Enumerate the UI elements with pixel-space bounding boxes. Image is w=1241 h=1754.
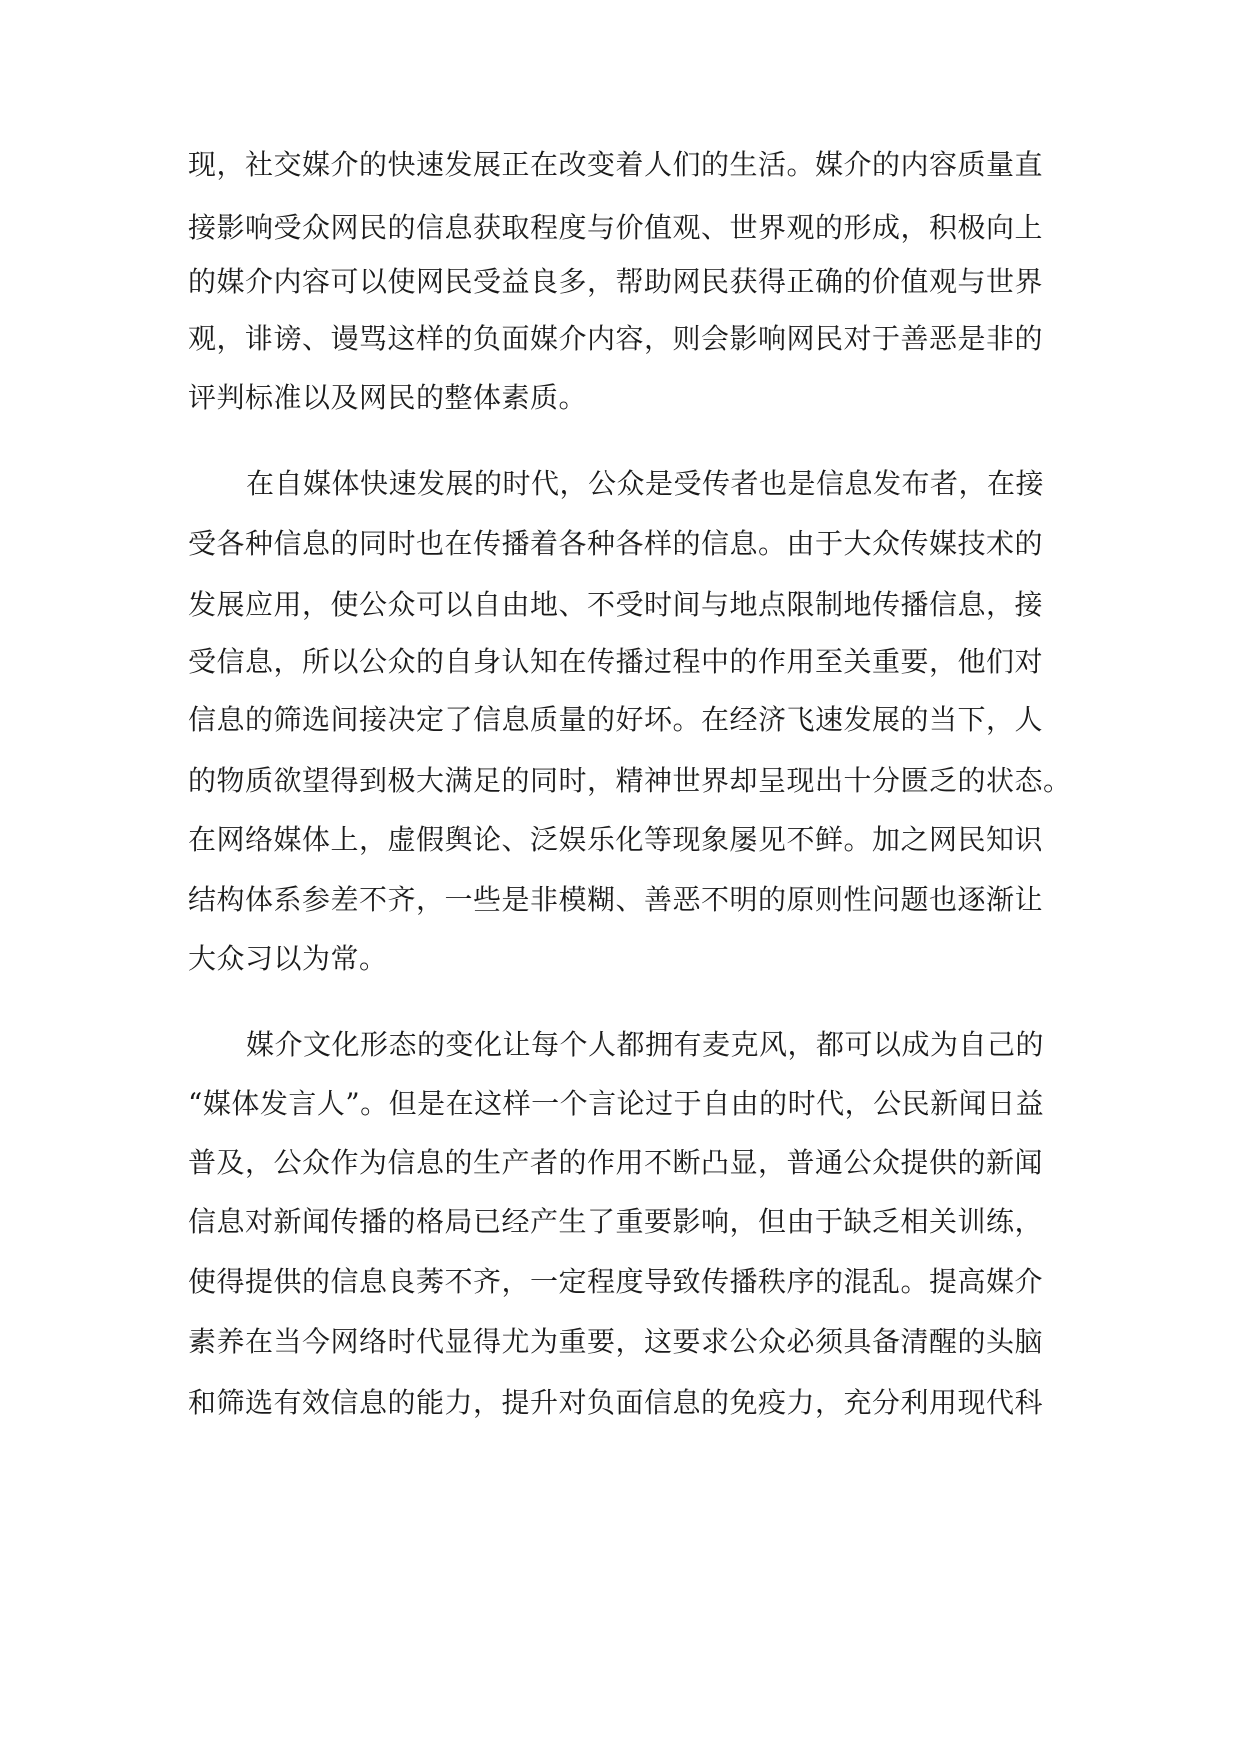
paragraph-3-line-1: 媒介文化形态的变化让每个人都拥有麦克风，都可以成为自己的 <box>246 1028 1045 1061</box>
paragraph-2-line-5: 信息的筛选间接决定了信息质量的好坏。在经济飞速发展的当下，人 <box>188 703 1044 736</box>
paragraph-3-line-2: “媒体发言人”。但是在这样一个言论过于自由的时代，公民新闻日益 <box>188 1087 1045 1120</box>
paragraph-2-line-3: 发展应用，使公众可以自由地、不受时间与地点限制地传播信息，接 <box>188 588 1044 621</box>
paragraph-3-line-6: 素养在当今网络时代显得尤为重要，这要求公众必须具备清醒的头脑 <box>188 1325 1044 1358</box>
paragraph-2-line-7: 在网络媒体上，虚假舆论、泛娱乐化等现象屡见不鲜。加之网民知识 <box>188 823 1044 856</box>
paragraph-3-line-5: 使得提供的信息良莠不齐，一定程度导致传播秩序的混乱。提高媒介 <box>188 1265 1044 1298</box>
paragraph-2-line-4: 受信息，所以公众的自身认知在传播过程中的作用至关重要，他们对 <box>188 645 1044 678</box>
paragraph-2-line-1: 在自媒体快速发展的时代，公众是受传者也是信息发布者，在接 <box>246 467 1045 500</box>
paragraph-2-line-6: 的物质欲望得到极大满足的同时，精神世界却呈现出十分匮乏的状态。 <box>188 764 1072 797</box>
paragraph-2-line-9: 大众习以为常。 <box>188 942 388 975</box>
paragraph-2-line-8: 结构体系参差不齐，一些是非模糊、善恶不明的原则性问题也逐渐让 <box>188 883 1044 916</box>
paragraph-1-line-3: 的媒介内容可以使网民受益良多，帮助网民获得正确的价值观与世界 <box>188 265 1044 298</box>
paragraph-3-line-4: 信息对新闻传播的格局已经产生了重要影响，但由于缺乏相关训练， <box>188 1205 1044 1238</box>
paragraph-1-line-4: 观，诽谤、谩骂这样的负面媒介内容，则会影响网民对于善恶是非的 <box>188 322 1044 355</box>
paragraph-3-line-3: 普及，公众作为信息的生产者的作用不断凸显，普通公众提供的新闻 <box>188 1146 1044 1179</box>
paragraph-3-line-7: 和筛选有效信息的能力，提升对负面信息的免疫力，充分利用现代科 <box>188 1386 1044 1419</box>
paragraph-1-line-5: 评判标准以及网民的整体素质。 <box>188 381 588 414</box>
paragraph-2-line-2: 受各种信息的同时也在传播着各种各样的信息。由于大众传媒技术的 <box>188 527 1044 560</box>
paragraph-1-line-1: 现，社交媒介的快速发展正在改变着人们的生活。媒介的内容质量直 <box>188 148 1044 181</box>
paragraph-1-line-2: 接影响受众网民的信息获取程度与价值观、世界观的形成，积极向上 <box>188 211 1044 244</box>
